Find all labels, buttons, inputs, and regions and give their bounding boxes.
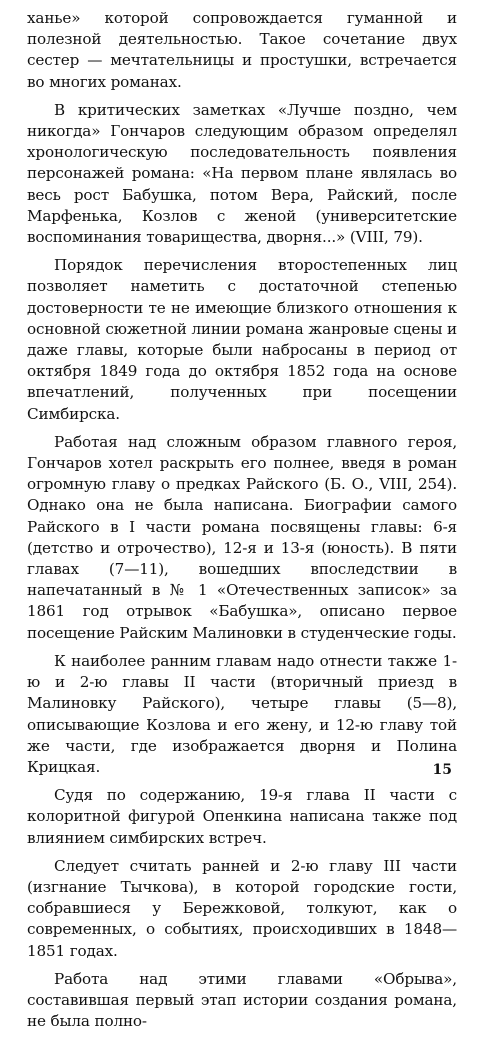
paragraph-6: Судя по содержанию, 19-я глава II части с колоритной фигурой Опенкина написана также под влиянием симбирских встреч. [27,786,457,847]
paragraph-2: В критических заметках «Лучше поздно, чем никогда» Гончаров следующим образом определял хронологическую последовательность появления персонажей романа: «На первом плане являлась во весь рост Бабушка, потом Вера, Райский, после Марфенька, Козлов с женой (университетские воспоминания товарищества, дворня...» (VIII, 79). [27,100,457,247]
paragraph-4: Работая над сложным образом главного героя, Гончаров хотел раскрыть его полнее, введя в роман огромную главу о предках Райского (Б. О., VIII, 254). Однако она не была написана. Биографии самого Райского в I части романа посвящены главы: 6-я (детство и отрочество), 12-я и 13-я (юность). В пяти главах (7—11), вошедших впоследствии в напечатанный в № 1 «Отечественных записок» за 1861 год отрывок «Бабушка», описано первое посещение Райским Малиновки в студенческие годы. [27,432,457,642]
paragraph-5: К наиболее ранним главам надо отнести также 1-ю и 2-ю главы II части (вторичный приезд в Малиновку Райского), четыре главы (5—8), описывающие Козлова и его жену, и 12-ю главу той же части, где изображается дворня и Полина Крицкая. [27,651,457,776]
paragraph-1: ханье» которой сопровождается гуманной и полезной деятельностью. Такое сочетание двух сестер — мечтательницы и простушки, встречается во многих романах. [27,9,457,91]
paragraph-3: Порядок перечисления второстепенных лиц позволяет наметить с достаточной степенью достоверности те не имеющие близкого отношения к основной сюжетной линии романа жанровые сцены и даже главы, которые были набросаны в период от октября 1849 года до октября 1852 года на основе впечатлений, полученных при посещении Симбирска. [27,256,457,423]
paragraph-8: Работа над этими главами «Обрыва», составившая первый этап истории создания романа, не была полно- [27,969,457,1031]
page-body [27,8,457,1039]
paragraph-7: Следует считать ранней и 2-ю главу III части (изгнание Тычкова), в которой городские гости, собравшиеся у Бережковой, толкуют, как о современных, о событиях, происходивших в 1848—1851 годах. [27,856,457,960]
page-number: 15 [432,762,452,778]
